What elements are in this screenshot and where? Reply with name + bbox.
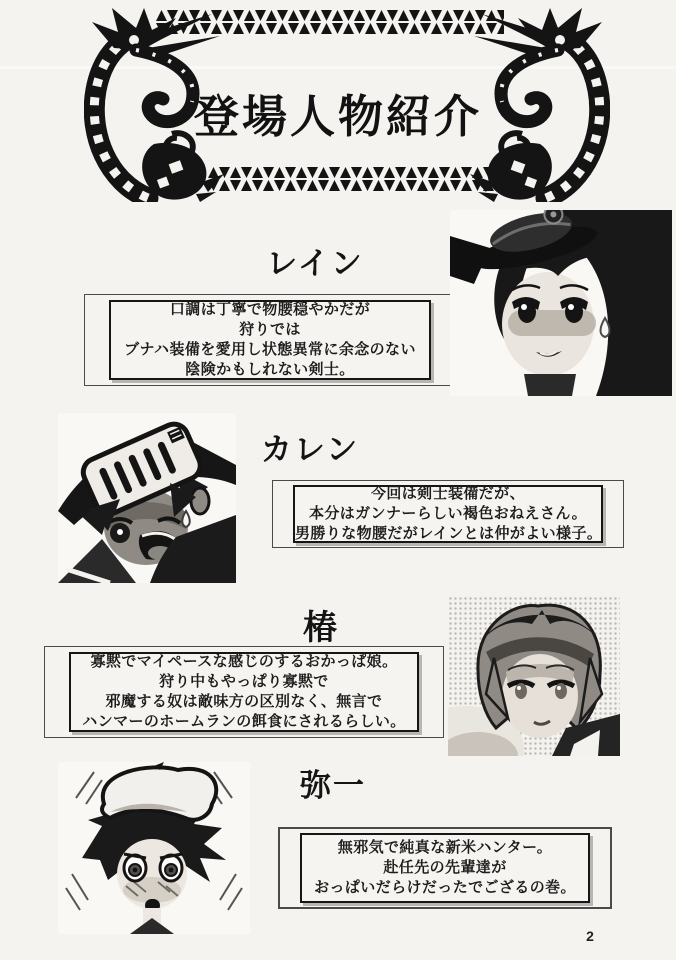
description-line: 狩り中もやっぱり寡黙で <box>159 673 329 691</box>
character-name-karen: カレン <box>260 432 360 467</box>
character-name-rain: レイン <box>266 246 364 281</box>
character-name-tsubaki: 椿 <box>303 609 339 647</box>
description-box-rain <box>84 294 456 386</box>
description-line: ハンマーのホームランの餌食にされるらしい。 <box>82 712 406 730</box>
description-box-yaichi <box>278 827 612 909</box>
description-line: 口調は丁寧で物腰穏やかだが <box>169 301 371 319</box>
portrait-rain <box>450 210 672 396</box>
description-box-rain-inner <box>109 300 431 380</box>
description-box-karen <box>272 480 624 548</box>
portrait-tsubaki <box>448 596 620 756</box>
description-line: 無邪気で純真な新米ハンター。 <box>337 839 553 857</box>
description-line: 寡黙でマイペースな感じのするおかっぱ娘。 <box>90 653 398 671</box>
description-line: 今回は剣士装備だが、 <box>370 485 525 503</box>
header-banner <box>0 0 676 206</box>
description-line: 邪魔する奴は敵味方の区別なく、無言で <box>105 693 383 710</box>
description-line: ブナハ装備を愛用し状態異常に余念のない <box>124 341 416 358</box>
portrait-karen <box>58 413 236 583</box>
description-line: 男勝りな物腰だがレインとは仲がよい様子。 <box>295 524 603 542</box>
description-line: 赴任先の先輩達が <box>383 859 507 877</box>
description-line: 狩りでは <box>239 321 301 339</box>
portrait-yaichi <box>58 762 250 934</box>
description-line: 本分はガンナーらしい褐色おねえさん。 <box>308 505 588 523</box>
description-line: おっぱいだらけだったでござるの巻。 <box>314 878 576 896</box>
character-name-yaichi: 弥一 <box>300 768 366 803</box>
description-box-yaichi-inner <box>300 833 590 903</box>
page-title: 登場人物紹介 <box>193 91 482 142</box>
description-line: 陰険かもしれない剣士。 <box>185 360 355 378</box>
page-number: 2 <box>586 928 594 944</box>
description-box-tsubaki <box>44 646 444 738</box>
description-box-tsubaki-inner <box>69 652 419 732</box>
description-box-karen-inner <box>293 485 603 543</box>
